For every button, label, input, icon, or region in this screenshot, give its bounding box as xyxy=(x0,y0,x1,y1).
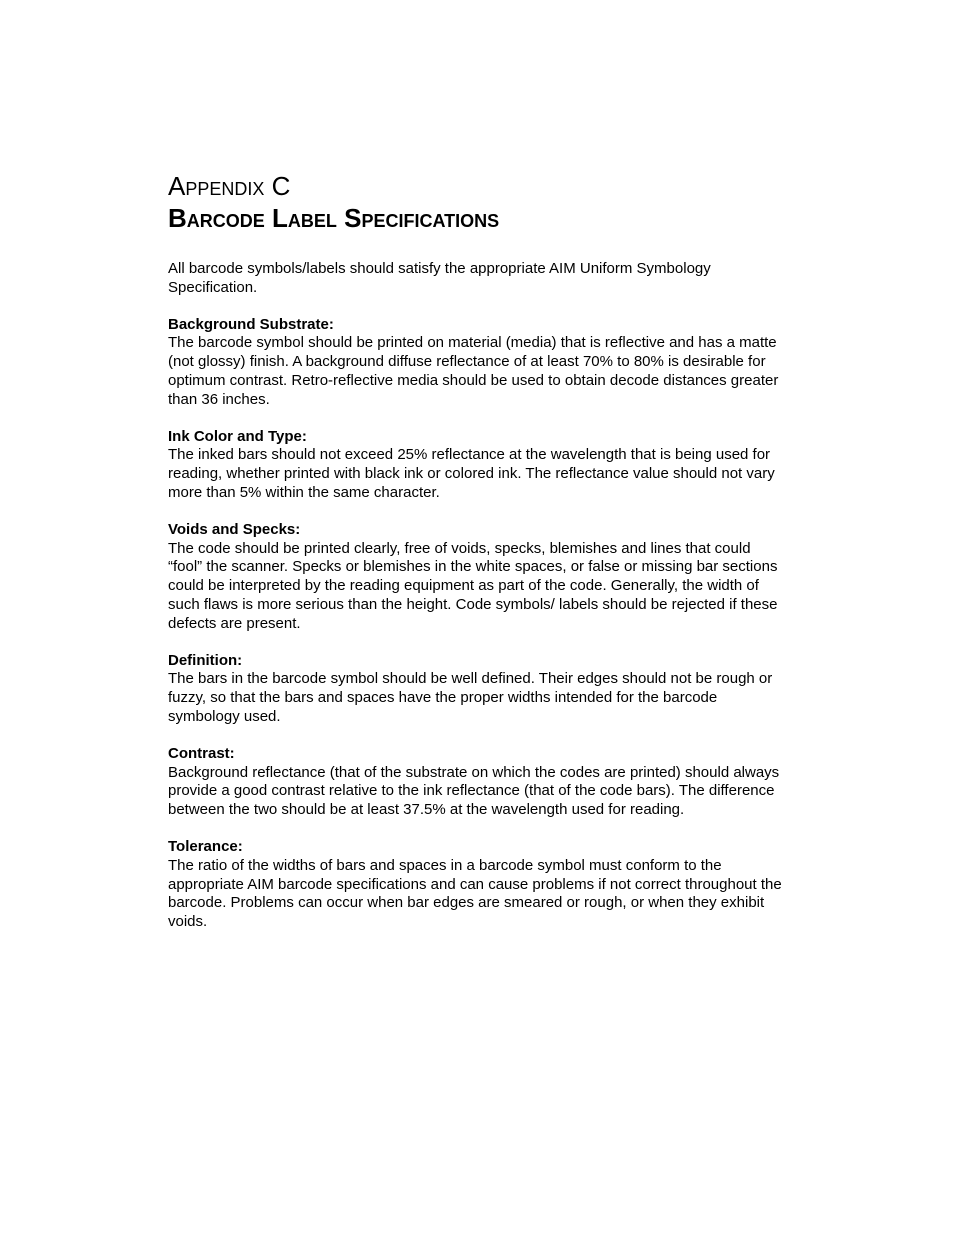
section-ink-color-and-type xyxy=(168,428,788,503)
section-body: The barcode symbol should be printed on material (media) that is reflective and has a matte (not glossy) finish. A background diffuse reflectance of at least 70% to 80% is desirable for optimum contrast. Retro-reflective media should be used to obtain decode distances greater than 36 inches. xyxy=(168,334,779,408)
section-heading: Definition: xyxy=(168,651,243,669)
section-tolerance xyxy=(168,838,788,932)
section-body: The ratio of the widths of bars and spaces in a barcode symbol must conform to the appropriate AIM barcode specifications and can cause problems if not correct throughout the barcode. Problems can occur when bar edges are smeared or rough, or when they exhibit voids. xyxy=(168,856,782,931)
section-background-substrate xyxy=(168,316,788,410)
section-body: The inked bars should not exceed 25% reflectance at the wavelength that is being used for reading, whether printed with black ink or colored ink. The reflectance value should not vary more than 5% within the same character. xyxy=(168,446,775,501)
document-page xyxy=(168,170,788,950)
section-body: The bars in the barcode symbol should be well defined. Their edges should not be rough or fuzzy, so that the bars and spaces have the proper widths intended for the barcode symbology used. xyxy=(168,670,773,725)
section-voids-and-specks xyxy=(168,521,788,634)
intro-paragraph: All barcode symbols/labels should satisfy the appropriate AIM Uniform Symbology Specification. xyxy=(168,260,711,296)
section-heading: Contrast: xyxy=(168,744,235,762)
section-heading: Ink Color and Type: xyxy=(168,427,307,445)
appendix-label: Appendix C xyxy=(168,171,291,201)
section-contrast xyxy=(168,745,788,820)
section-heading: Voids and Specks: xyxy=(168,520,301,538)
page-title: Barcode Label Specifications xyxy=(168,203,500,233)
section-definition xyxy=(168,652,788,727)
section-body: The code should be printed clearly, free of voids, specks, blemishes and lines that could “fool” the scanner. Specks or blemishes in the white spaces, or false or missing bar sections could be interpreted by the reading equipment as part of the code. Generally, the width of such flaws is more serious than the height. Code symbols/ labels should be rejected if these defects are present. xyxy=(168,539,778,632)
section-heading: Background Substrate: xyxy=(168,315,334,333)
section-heading: Tolerance: xyxy=(168,837,243,855)
section-body: Background reflectance (that of the substrate on which the codes are printed) should always provide a good contrast relative to the ink reflectance (that of the code bars). The difference between the two should be at least 37.5% at the wavelength used for reading. xyxy=(168,763,780,819)
